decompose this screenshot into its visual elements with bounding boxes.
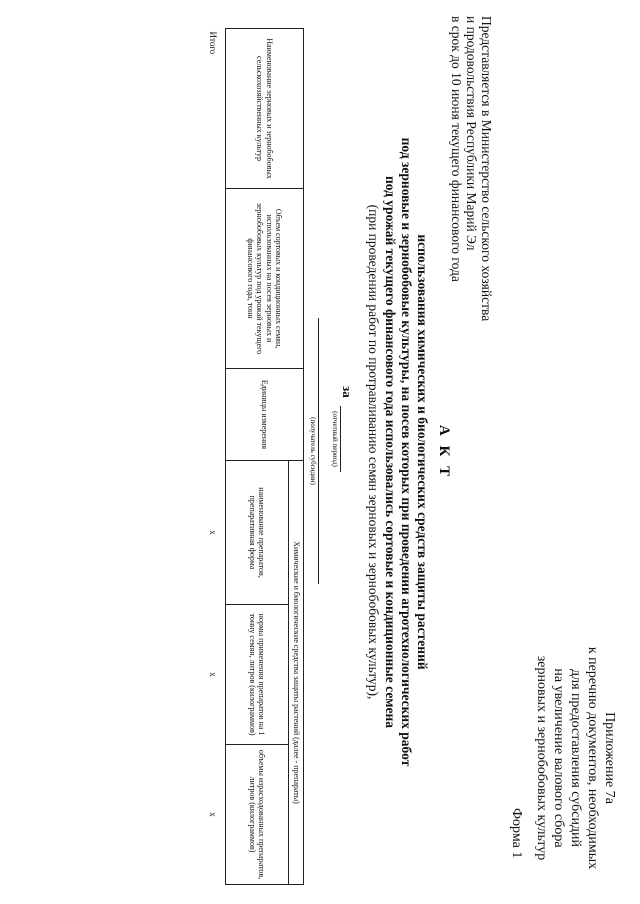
period-prefix: за	[340, 386, 355, 398]
document-subheading: (при проведении работ по протравливанию семян зерновых и зернобобовых культур),	[366, 204, 381, 700]
report-table	[199, 28, 304, 885]
table-row-total	[199, 29, 226, 885]
appendix-block	[533, 628, 618, 888]
col-preparation-name: наименование препаратов, препаративная форма	[226, 461, 289, 605]
submission-note	[449, 16, 494, 376]
total-cell: x	[207, 530, 218, 535]
submission-line: Представляется в Министерство сельского хозяйства	[479, 16, 494, 322]
form-label: Форма 1	[509, 808, 524, 859]
total-cell	[199, 189, 226, 369]
heading-line: под зерновые и зернобобовые культуры, на посев которых при проведении агротехнологических работ	[399, 137, 414, 767]
recipient-blank-line	[318, 318, 319, 584]
appendix-line: зерновых и зернобобовых культур	[534, 655, 549, 861]
appendix-line: на увеличение валового сбора	[551, 668, 566, 848]
heading-line: использования химических и биологических средств защиты растений	[415, 234, 430, 670]
total-cell	[199, 369, 226, 461]
appendix-line: Приложение 7а	[602, 712, 617, 804]
submission-line: в срок до 10 июня текущего финансового года	[449, 16, 464, 282]
appendix-line: к перечню документов, необходимых	[585, 646, 600, 870]
col-units: Единицы измерения	[226, 369, 304, 461]
document-heading	[382, 30, 430, 874]
col-group-preparations: Химические и биологические средства защиты растений (далее - препараты)	[289, 461, 304, 885]
total-cell: x	[207, 672, 218, 677]
appendix-line: для предоставления субсидий	[568, 668, 583, 848]
document-title: А К Т	[436, 424, 452, 480]
period-caption: (отчетный период)	[331, 411, 339, 467]
total-cell: x	[207, 812, 218, 817]
recipient-caption: (получатель субсидии)	[309, 417, 317, 485]
col-application-rate: нормы применения препаратов на 1 тонну семян, литров (килограммов)	[226, 605, 289, 745]
submission-line: и продовольствия Республики Марий Эл	[464, 16, 479, 251]
total-label: Итого	[207, 31, 218, 55]
col-volume-used: объемы израсходованных препаратов, литров (килограммов)	[226, 745, 289, 885]
col-seed-volume: Объем сортовых и кондиционных семян, использованных на посев зерновых и зернобобовых культур под урожай текущего финансового года, тонн	[226, 189, 304, 369]
col-crop-name: Наименование зерновых и зернобобовых сельскохозяйственных культур	[226, 29, 304, 189]
heading-line: под урожай текущего финансового года использовались сортовые и кондиционные семена	[383, 175, 398, 729]
period-blank-line	[340, 406, 341, 472]
